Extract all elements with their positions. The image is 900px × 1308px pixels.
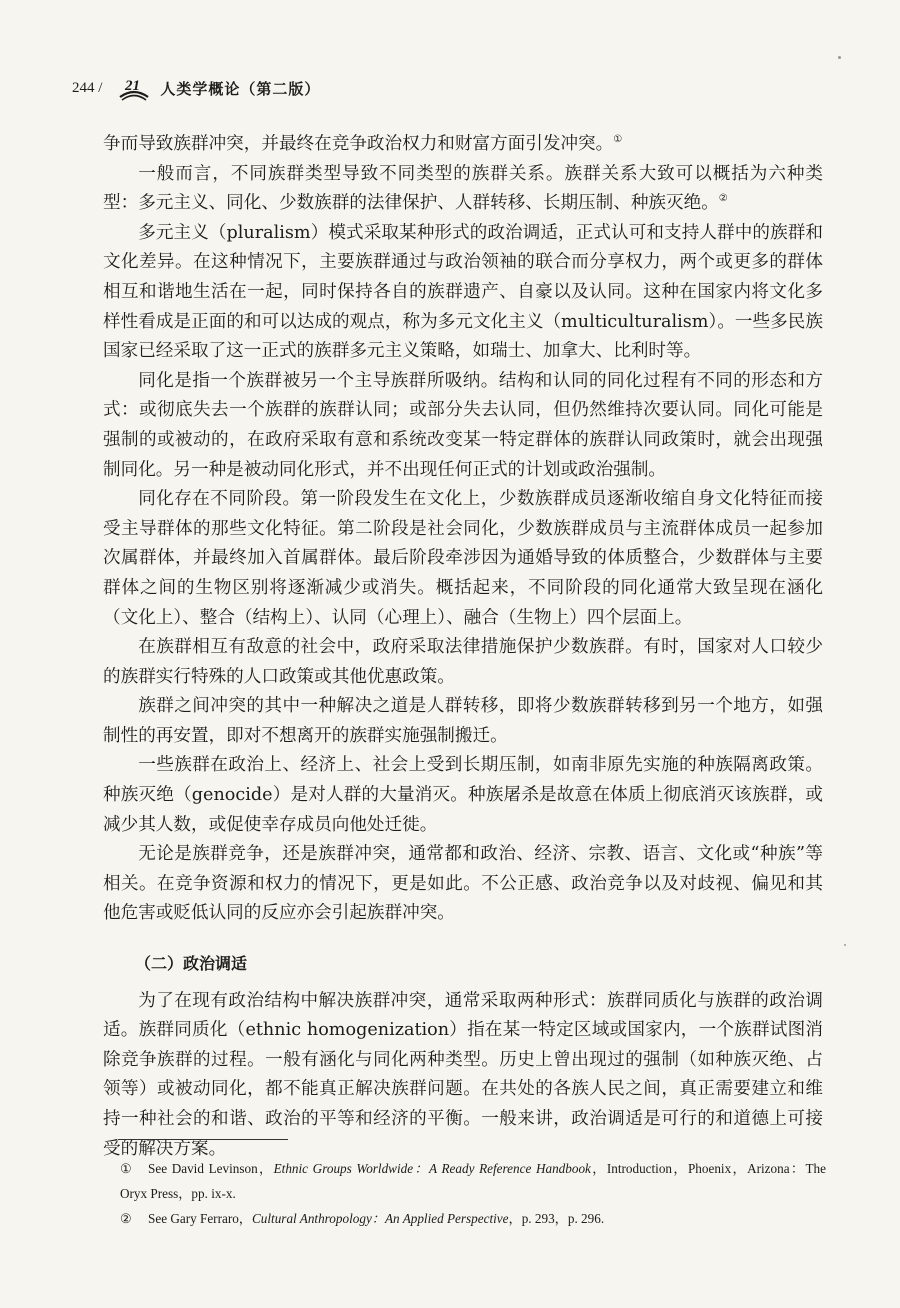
footnote: ② See Gary Ferraro，Cultural Anthropology：An Applied Perspective，p. 293，p. 296. <box>120 1206 826 1231</box>
paragraph: 多元主义（pluralism）模式采取某种形式的政治调适，正式认可和支持人群中的族群和文化差异。在这种情况下，主要族群通过与政治领袖的联合而分享权力，两个或更多的群体相互和谐地生活在一起，同时保持各自的族群遗产、自豪以及认同。这种在国家内将文化多样性看成是正面的和可以达成的观点，称为多元文化主义（multiculturalism）。一些多民族国家已经采取了这一正式的族群多元主义策略，如瑞士、加拿大、比利时等。 <box>103 222 823 362</box>
paragraph: 同化是指一个族群被另一个主导族群所吸纳。结构和认同的同化过程有不同的形态和方式：或彻底失去一个族群的族群认同；或部分失去认同，但仍然维持次要认同。同化可能是强制的或被动的，在政府采取有意和系统改变某一特定群体的族群认同政策时，就会出现强制同化。另一种是被动同化形式，并不出现任何正式的计划或政治强制。 <box>103 370 823 480</box>
footnote-ref: ① <box>613 134 623 146</box>
paragraph: 同化存在不同阶段。第一阶段发生在文化上，少数族群成员逐渐收缩自身文化特征而接受主导群体的那些文化特征。第二阶段是社会同化，少数族群成员与主流群体成员一起参加次属群体，并最终加入首属群体。最后阶段牵涉因为通婚导致的体质整合，少数群体与主要群体之间的生物区别将逐渐减少或消失。概括起来，不同阶段的同化通常大致呈现在涵化（文化上）、整合（结构上）、认同（心理上）、融合（生物上）四个层面上。 <box>103 489 823 628</box>
paragraph: 族群之间冲突的其中一种解决之道是人群转移，即将少数族群转移到另一个地方，如强制性的再安置，即对不想离开的族群实施强制搬迁。 <box>103 696 823 746</box>
footnote-mark: ② <box>120 1211 132 1226</box>
paragraph: 无论是族群竞争，还是族群冲突，通常都和政治、经济、宗教、语言、文化或“种族”等相关。在竞争资源和权力的情况下，更是如此。不公正感、政治竞争以及对歧视、偏见和其他危害或贬低认同的反应亦会引起族群冲突。 <box>103 844 823 924</box>
paragraph: 一般而言，不同族群类型导致不同类型的族群关系。族群关系大致可以概括为六种类型：多元主义、同化、少数族群的法律保护、人群转移、长期压制、种族灭绝。② <box>103 163 823 214</box>
paragraph: 在族群相互有敌意的社会中，政府采取法律措施保护少数族群。有时，国家对人口较少的族群实行特殊的人口政策或其他优惠政策。 <box>103 637 823 687</box>
paragraph: 一些族群在政治上、经济上、社会上受到长期压制，如南非原先实施的种族隔离政策。种族灭绝（genocide）是对人群的大量消灭。种族屠杀是故意在体质上彻底消灭该族群，或减少其人数，或促使幸存成员向他处迁徙。 <box>103 755 823 835</box>
page-number: 244 / <box>72 79 103 96</box>
page-header <box>72 70 320 106</box>
scan-speck <box>838 56 841 59</box>
footnote-title: Cultural Anthropology：An Applied Perspective <box>252 1211 509 1226</box>
main-text <box>103 130 823 1164</box>
footnote-title: Ethnic Groups Worldwide：A Ready Reference Handbook <box>273 1161 591 1176</box>
running-title: 人类学概论（第二版） <box>160 79 321 98</box>
footnote-ref: ② <box>718 193 728 205</box>
section-heading: （二）政治调适 <box>135 954 248 974</box>
book-series-logo-icon <box>116 73 152 103</box>
paragraph: 争而导致族群冲突，并最终在竞争政治权力和财富方面引发冲突。① <box>103 134 623 154</box>
paragraph: 为了在现有政治结构中解决族群冲突，通常采取两种形式：族群同质化与族群的政治调适。族群同质化（ethnic homogenization）指在某一特定区域或国家内，一个族群试图消除竞争族群的过程。一般有涵化与同化两种类型。历史上曾出现过的强制（如种族灭绝、占领等）或被动同化，都不能真正解决族群问题。在共处的各族人民之间，真正需要建立和维持一种社会的和谐、政治的平等和经济的平衡。一般来讲，政治调适是可行的和道德上可接受的解决方案。 <box>103 990 823 1159</box>
svg-text:21: 21 <box>125 78 141 94</box>
footnote: ① See David Levinson，Ethnic Groups Worldwide：A Ready Reference Handbook，Introduction，Phoenix，Arizona：The Oryx Press，pp. ix-x. <box>120 1156 826 1206</box>
footnote-mark: ① <box>120 1161 132 1176</box>
footnotes <box>120 1156 826 1231</box>
scan-speck <box>844 944 846 946</box>
footnote-divider <box>118 1139 288 1140</box>
